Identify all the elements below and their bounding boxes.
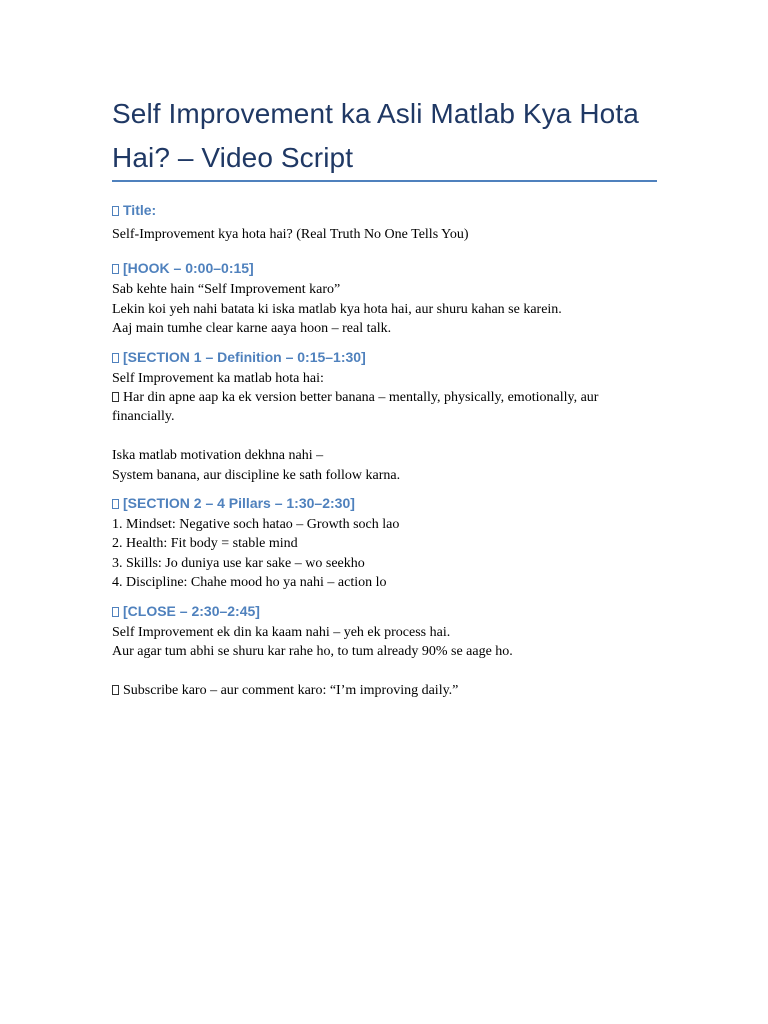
title-section-label: Title:	[123, 202, 157, 218]
missing-glyph-icon	[112, 685, 119, 695]
title-section-heading	[112, 200, 672, 220]
close-line-1: Self Improvement ek din ka kaam nahi – yeh ek process hai.	[112, 624, 451, 640]
missing-glyph-icon	[112, 499, 119, 509]
missing-glyph-icon	[112, 392, 119, 402]
section2-heading	[112, 493, 672, 513]
hook-line-3: Aaj main tumhe clear karne aaya hoon – real talk.	[112, 321, 392, 337]
missing-glyph-icon	[112, 353, 119, 363]
hook-line-1: Sab kehte hain “Self Improvement karo”	[112, 282, 341, 298]
hook-heading	[112, 258, 672, 278]
close-heading-label: [CLOSE – 2:30–2:45]	[123, 602, 260, 619]
pillar-item: 2. Health: Fit body = stable mind	[112, 536, 298, 552]
section1-heading	[112, 347, 672, 367]
pillar-item: 4. Discipline: Chahe mood ho ya nahi – action lo	[112, 575, 387, 591]
missing-glyph-icon	[112, 607, 119, 617]
missing-glyph-icon	[112, 206, 119, 216]
section1-line-3: Iska matlab motivation dekhna nahi –	[112, 448, 324, 464]
title-text: Self-Improvement kya hota hai? (Real Truth No One Tells You)	[112, 227, 469, 242]
section1-heading-label: [SECTION 1 – Definition – 0:15–1:30]	[123, 348, 366, 365]
pillar-item: 3. Skills: Jo duniya use kar sake – wo seekho	[112, 555, 365, 571]
pillar-item: 1. Mindset: Negative soch hatao – Growth soch lao	[112, 517, 400, 533]
close-line-2: Aur agar tum abhi se shuru kar rahe ho, to tum already 90% se aage ho.	[112, 644, 513, 660]
close-cta	[112, 681, 672, 700]
section1-bullet	[112, 388, 632, 427]
document-body	[112, 200, 672, 700]
section1-bullet-text: Har din apne aap ka ek version better banana – mentally, physically, emotionally, aur financially.	[112, 390, 599, 425]
missing-glyph-icon	[112, 264, 119, 274]
hook-line-2: Lekin koi yeh nahi batata ki iska matlab kya hota hai, aur shuru kahan se karein.	[112, 301, 562, 317]
close-cta-text: Subscribe karo – aur comment karo: “I’m improving daily.”	[123, 682, 459, 698]
hook-heading-label: [HOOK – 0:00–0:15]	[123, 260, 254, 277]
title-underline	[112, 180, 657, 182]
section1-line-4: System banana, aur discipline ke sath follow karna.	[112, 467, 401, 483]
document-title: Self Improvement ka Asli Matlab Kya Hota Hai? – Video Script	[112, 98, 639, 173]
section2-heading-label: [SECTION 2 – 4 Pillars – 1:30–2:30]	[123, 495, 355, 512]
close-heading	[112, 601, 672, 621]
section1-line-1: Self Improvement ka matlab hota hai:	[112, 370, 324, 386]
